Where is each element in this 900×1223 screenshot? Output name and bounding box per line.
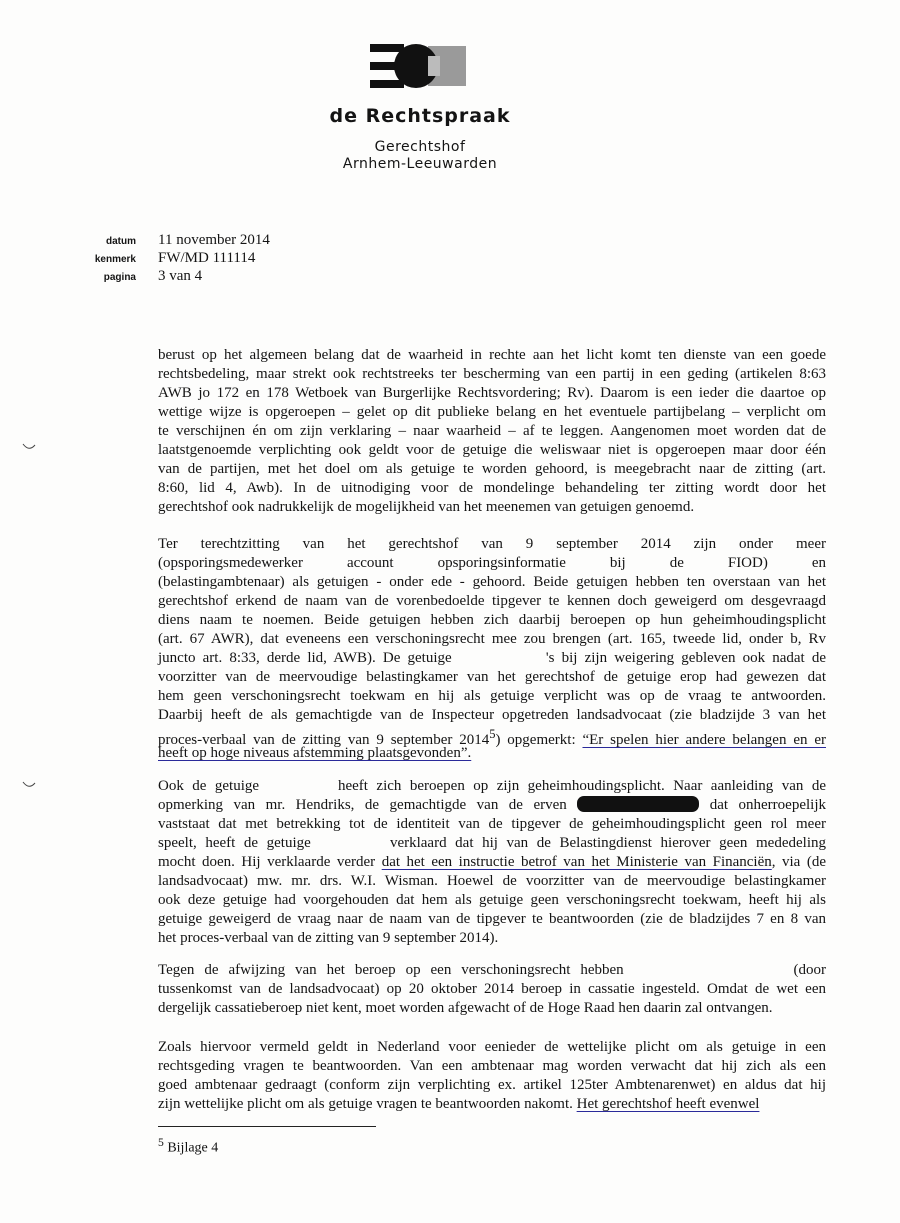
- text-line: [158, 498, 826, 517]
- redacted-blank: [459, 650, 539, 662]
- text-segment: Daarbij heeft de als gemachtigde van de Inspecteur opgetreden landsadvocaat (zie bladzijde 3 van het: [158, 707, 826, 723]
- underlined-text: “Er spelen hier andere belangen en er: [582, 732, 826, 748]
- text-segment: speelt, heeft de getuige: [158, 835, 320, 851]
- text-line: [158, 554, 826, 573]
- text-line: [158, 592, 826, 611]
- text-segment: getuige geweigerd de vraag naar de naam van de tipgever te beantwoorden (zie de bladzijdes 7 en 8 van: [158, 911, 826, 927]
- text-line: [158, 460, 826, 479]
- text-segment: tussenkomst van de landsadvocaat) op 20 oktober 2014 beroep in cassatie ingesteld. Omdat de wet een: [158, 981, 826, 997]
- text-line: [158, 441, 826, 460]
- redacted-blank: [634, 962, 784, 974]
- text-segment: Ter terechtzitting van het gerechtshof van 9 september 2014 zijn onder meer: [158, 536, 826, 552]
- text-line: [158, 725, 826, 748]
- text-segment: Zoals hiervoor vermeld geldt in Nederland voor eenieder de wettelijke plicht om als getuige in een: [158, 1039, 826, 1055]
- text-segment: hem geen verschoningsrecht toekwam en hij als getuige verplicht was op de vraag te antwoorden.: [158, 688, 826, 704]
- text-line: [158, 910, 826, 929]
- text-segment: wettige wijze is opgeroepen – gelet op dit publieke belang en het eventuele partijbelang – verplicht om: [158, 404, 826, 420]
- text-segment: verklaard dat hij van de Belastingdienst hierover geen mededeling: [381, 835, 826, 851]
- text-line: [158, 961, 826, 980]
- text-segment: ook deze getuige had voorgehouden dat hem als getuige geen verschoningsrecht toekwam, heeft hij als: [158, 892, 826, 908]
- text-line: [158, 980, 826, 999]
- underlined-text: Het gerechtshof heeft evenwel: [576, 1096, 760, 1112]
- text-line: [158, 777, 826, 796]
- court-location: Arnhem-Leeuwarden: [342, 156, 498, 172]
- text-segment: opmerking van mr. Hendriks, de gemachtigde van de erven: [158, 797, 578, 813]
- text-segment: dat onherroepelijk: [699, 797, 826, 813]
- text-segment: van de partijen, met het doel om als getuige te worden gehoord, is meegebracht naar de zitting (art.: [158, 461, 826, 477]
- text-line: [158, 834, 826, 853]
- text-segment: voorzitter van de meervoudige belastingkamer van het gerechtshof de getuige erop had gewezen dat: [158, 669, 826, 685]
- paragraph-2: [158, 535, 826, 763]
- meta-reference: kenmerk FW/MD 111114: [94, 250, 256, 266]
- text-segment: landsadvocaat) mw. mr. drs. W.I. Wisman. Hoewel de voorzitter van de meervoudige belastingkamer: [158, 873, 826, 889]
- margin-mark: [22, 442, 36, 452]
- redacted-blank: [319, 835, 381, 847]
- paragraph-1: [158, 346, 826, 517]
- footnote: $^5$ Bijlage 4: [158, 1136, 219, 1156]
- underlined-text: dat het een instructie betrof van het Ministerie van Financiën: [381, 854, 772, 870]
- text-segment: dergelijk cassatieberoep niet kent, moet worden afgewacht of de Hoge Raad hen daarin zal ontvangen.: [158, 1000, 773, 1016]
- text-line: [158, 1095, 826, 1114]
- redacted-blank: [268, 778, 330, 790]
- text-segment: proces-verbaal van de zitting van 9 september 2014: [158, 732, 490, 748]
- text-line: [158, 479, 826, 498]
- text-segment: 's bij zijn weigering gebleven ook nadat de: [538, 650, 826, 666]
- text-segment: gerechtshof ook nadrukkelijk de mogelijkheid van het meenemen van getuigen genoemd.: [158, 499, 695, 515]
- text-segment: (opsporingsmedewerker account opsporingsinformatie bij de FIOD) en: [158, 555, 826, 571]
- text-line: [158, 403, 826, 422]
- court-name: Gerechtshof: [374, 139, 466, 155]
- paragraph-5: [158, 1038, 826, 1114]
- text-line: [158, 346, 826, 365]
- text-line: [158, 891, 826, 910]
- text-line: [158, 649, 826, 668]
- text-segment: goed ambtenaar gedraagt (conform zijn verplichting ex. artikel 125ter Ambtenarenwet) en aldus dat hij: [158, 1077, 826, 1093]
- text-segment: het proces-verbaal van de zitting van 9 september 2014).: [158, 930, 499, 946]
- text-segment: ) opgemerkt:: [495, 732, 583, 748]
- underlined-text: heeft op hoge niveaus afstemming plaatsgevonden”.: [158, 745, 472, 761]
- text-segment: berust op het algemeen belang dat de waarheid in rechte aan het licht komt ten dienste van een goede: [158, 347, 826, 363]
- text-segment: rechtsgeding vragen te beantwoorden. Van een ambtenaar mag worden verwacht dat hij zich als een: [158, 1058, 826, 1074]
- text-line: [158, 384, 826, 403]
- text-segment: heeft zich beroepen op zijn geheimhoudingsplicht. Naar aanleiding van de: [329, 778, 827, 794]
- meta-page: pagina 3 van 4: [103, 268, 203, 284]
- text-line: [158, 1076, 826, 1095]
- text-line: [158, 365, 826, 384]
- text-segment: gerechtshof erkend de naam van de vorenbedoelde tipgever te kennen doch geweigerd om desgevraagd: [158, 593, 826, 609]
- text-line: [158, 999, 826, 1018]
- text-segment: vaststaat dat met betrekking tot de identiteit van de tipgever de geheimhoudingsplicht geen rol meer: [158, 816, 826, 832]
- text-segment: juncto art. 8:33, derde lid, AWB). De getuige: [158, 650, 459, 666]
- text-line: [158, 611, 826, 630]
- footnote-ref: 5: [489, 727, 496, 741]
- margin-mark: [22, 780, 36, 790]
- text-line: [158, 1057, 826, 1076]
- text-segment: diens naam te noemen. Beide getuigen hebben zich daarbij beroepen op hun geheimhoudingsplicht: [158, 612, 826, 628]
- text-segment: AWB jo 172 en 178 Wetboek van Burgerlijke Rechtsvordering; Rv). Daarom is een ieder die daartoe op: [158, 385, 826, 401]
- text-line: [158, 1038, 826, 1057]
- text-line: [158, 929, 826, 948]
- text-segment: Tegen de afwijzing van het beroep op een verschoningsrecht hebben: [158, 962, 634, 978]
- paragraph-3: [158, 777, 826, 948]
- redaction-bar: [577, 796, 699, 812]
- paragraph-4: [158, 961, 826, 1018]
- text-segment: zijn wettelijke plicht om als getuige vragen te beantwoorden nakomt.: [158, 1096, 577, 1112]
- text-line: [158, 573, 826, 592]
- text-segment: (belastingambtenaar) als getuigen - onder ede - gehoord. Beide getuigen hebben ten overstaan van het: [158, 574, 826, 590]
- text-segment: rechtsbedeling, maar strekt ook rechtstreeks ter bescherming van een partij in een geding (artikelen 8:63: [158, 366, 826, 382]
- text-segment: 8:60, lid 4, Awb). In de uitnodiging voor de mondelinge behandeling ter zitting wordt door het: [158, 480, 826, 496]
- text-line: [158, 706, 826, 725]
- text-segment: mocht doen. Hij verklaarde verder: [158, 854, 382, 870]
- text-segment: , via (de: [771, 854, 826, 870]
- text-line: [158, 796, 826, 815]
- text-segment: (door: [783, 962, 826, 978]
- letter-metadata: [60, 232, 270, 286]
- text-line: [158, 687, 826, 706]
- text-line: [158, 630, 826, 649]
- text-line: [158, 815, 826, 834]
- text-line: [158, 853, 826, 872]
- text-segment: Ook de getuige: [158, 778, 268, 794]
- text-line: [158, 422, 826, 441]
- footnote-divider: [158, 1126, 376, 1127]
- text-line: [158, 535, 826, 554]
- rechtspraak-logo: [368, 40, 468, 92]
- text-segment: (art. 67 AWR), dat eveneens een verschoningsrecht mee zou brengen (art. 165, tweede lid, onder b, Rv: [158, 631, 826, 647]
- text-line: [158, 872, 826, 891]
- text-line: [158, 668, 826, 687]
- brand-name: de Rechtspraak: [329, 105, 511, 127]
- text-segment: te verschijnen én om zijn verklaring – naar waarheid – af te leggen. Aangenomen moet worden dat de: [158, 423, 826, 439]
- text-segment: laatstgenoemde verplichting ook geldt voor de getuige die weliswaar niet is opgeroepen maar door één: [158, 442, 826, 458]
- meta-date: datum 11 november 2014: [106, 232, 270, 248]
